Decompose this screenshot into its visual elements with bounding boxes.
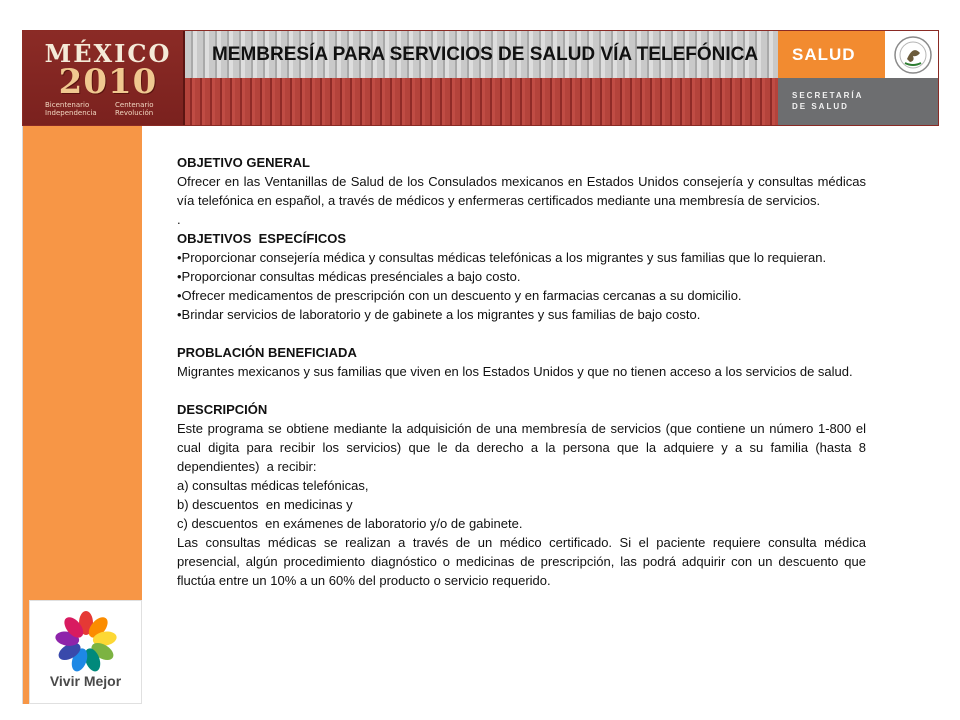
- title-box: [210, 31, 760, 78]
- spacer: [177, 324, 866, 343]
- secretaria-line1: SECRETARÍA: [792, 91, 864, 100]
- logo-year-text: 2010: [58, 62, 158, 102]
- heading-objetivo-general: OBJETIVO GENERAL: [177, 155, 310, 170]
- vivir-mejor-logo: [29, 600, 142, 704]
- page-title: MEMBRESÍA PARA SERVICIOS DE SALUD VÍA TELEFÓNICA: [211, 43, 759, 65]
- logo-sub-right-line1: Centenario: [115, 101, 154, 109]
- list-item: a) consultas médicas telefónicas,: [177, 478, 369, 493]
- list-item: •Ofrecer medicamentos de prescripción con un descuento y en farmacias cercanas a su domicilio.: [177, 288, 742, 303]
- logo-country-text: MÉXICO: [44, 39, 172, 68]
- list-item: •Proporcionar consultas médicas presénciales a bajo costo.: [177, 269, 521, 284]
- list-item: •Brindar servicios de laboratorio y de gabinete a los migrantes y sus familias de bajo costo.: [177, 307, 701, 322]
- heading-poblacion: PROBLACIÓN BENEFICIADA: [177, 345, 357, 360]
- salud-orange-panel: [778, 31, 885, 78]
- logo-sub-left-line2: Independencia: [45, 109, 97, 117]
- logo-sub-left: [45, 101, 97, 117]
- salud-word: SALUD: [792, 44, 856, 64]
- secretaria-line2: DE SALUD: [792, 102, 849, 111]
- spacer: [177, 381, 866, 400]
- list-item: b) descuentos en medicinas y: [177, 497, 353, 512]
- list-item: •Proporcionar consejería médica y consultas médicas telefónicas a los migrantes y sus familias que lo requieran.: [177, 250, 827, 265]
- descripcion-closing: Las consultas médicas se realizan a través de un médico certificado. Si el paciente requiere consulta médica presencial, algún procedimiento diagnóstico o medicinas de prescripción, las podrá adquirir con un descuento que fluctúa entre un 10% a un 60% del producto o servicio requerido.: [177, 535, 866, 588]
- list-item: c) descuentos en exámenes de laboratorio y/o de gabinete.: [177, 516, 523, 531]
- banner-title-area: [185, 31, 778, 78]
- banner-decorative-strip: [185, 31, 778, 126]
- vivir-mejor-flower-icon: [30, 609, 141, 679]
- main-content: [177, 153, 870, 590]
- vivir-mejor-text: Vivir Mejor: [49, 673, 122, 689]
- heading-objetivos-especificos: OBJETIVOS ESPECÍFICOS: [177, 231, 347, 246]
- secretaria-panel: [778, 78, 939, 126]
- header-banner: [22, 30, 939, 126]
- logo-sub-left-line1: Bicentenario: [45, 101, 90, 109]
- poblacion-text: Migrantes mexicanos y sus familias que viven en los Estados Unidos y que no tienen acceso a los servicios de salud.: [177, 364, 853, 379]
- mexico-2010-logo: [23, 31, 185, 126]
- logo-sub-right-line2: Revolución: [115, 109, 154, 117]
- separator-dot: .: [177, 212, 181, 227]
- salud-logo: [778, 31, 939, 126]
- mexican-coat-of-arms-icon: [885, 31, 939, 78]
- objetivo-general-text: Ofrecer en las Ventanillas de Salud de los Consulados mexicanos en Estados Unidos consejería y consultas médicas vía telefónica en español, a través de médicos y enfermeras certificados mediante una membresía de servicios.: [177, 174, 866, 208]
- descripcion-text: Este programa se obtiene mediante la adquisición de una membresía de servicios (que contiene un número 1-800 el cual digita para recibir los servicios) que le da derecho a la persona que la adquiere y a su familia (hasta 8 dependientes) a recibir:: [177, 421, 870, 474]
- heading-descripcion: DESCRIPCIÓN: [177, 402, 268, 417]
- logo-sub-right: [115, 101, 154, 117]
